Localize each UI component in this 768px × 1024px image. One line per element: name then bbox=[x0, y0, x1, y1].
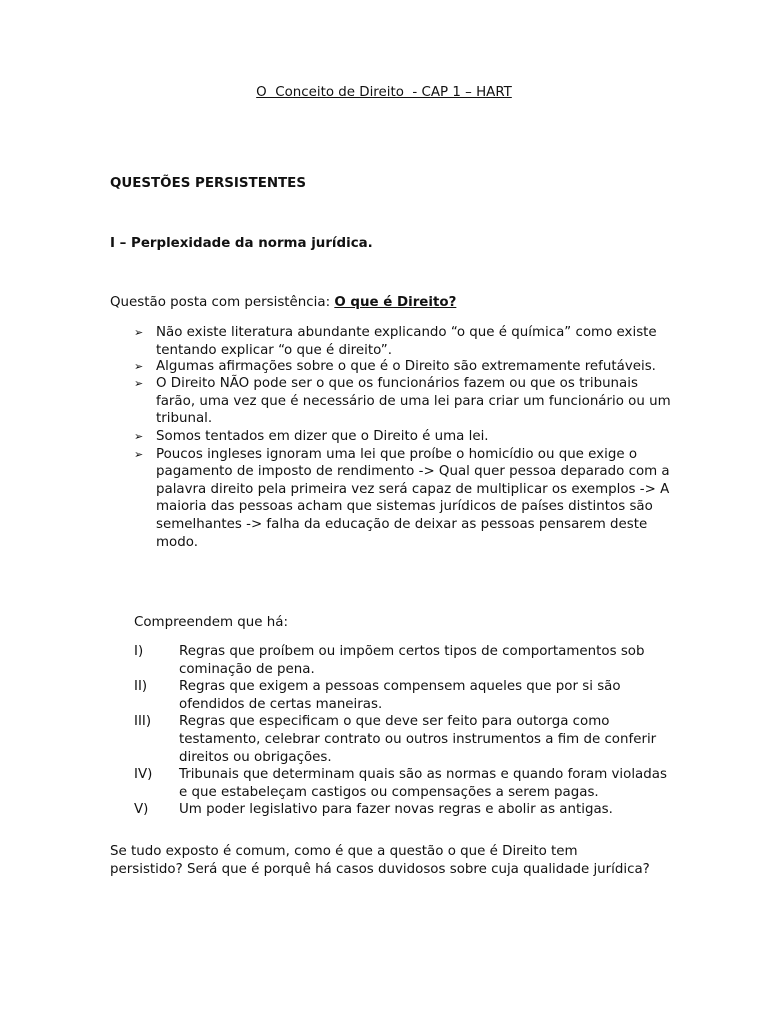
bullet-list bbox=[134, 324, 674, 551]
bullet-text: Algumas afirmações sobre o que é o Direito são extremamente refutáveis. bbox=[156, 359, 656, 375]
question-prefix: Questão posta com persistência: bbox=[110, 295, 335, 310]
arrow-bullet-icon: ➢ bbox=[134, 429, 144, 443]
arrow-bullet-icon: ➢ bbox=[134, 377, 144, 391]
list-item bbox=[134, 766, 674, 801]
roman-text: Um poder legislativo para fazer novas regras e abolir as antigas. bbox=[179, 802, 613, 818]
roman-text: Regras que especificam o que deve ser feito para outorga como testamento, celebrar contrato ou outros instrumentos a fim de conferir direitos ou obrigações. bbox=[179, 714, 657, 765]
bullet-text: O Direito NÃO pode ser o que os funcionários fazem ou que os tribunais farão, uma vez que é necessário de uma lei para criar um funcionário ou um tribunal. bbox=[156, 376, 671, 427]
list-item bbox=[134, 801, 674, 819]
list-item bbox=[134, 324, 674, 359]
roman-numeral: V) bbox=[134, 802, 149, 818]
bullet-text: Poucos ingleses ignoram uma lei que proíbe o homicídio ou que exige o pagamento de imposto de rendimento -> Qual quer pessoa deparado com a palavra direito pela primeira vez será capaz de multiplicar os exemplos -> A maioria das pessoas acham que sistemas jurídicos de países distintos são semelhantes -> falha da educação de deixar as pessoas pensarem deste modo. bbox=[156, 446, 670, 550]
roman-text: Regras que proíbem ou impõem certos tipos de comportamentos sob cominação de pena. bbox=[179, 644, 645, 677]
list-item bbox=[134, 428, 674, 446]
arrow-bullet-icon: ➢ bbox=[134, 447, 144, 461]
roman-numeral: IV) bbox=[134, 767, 153, 783]
question-line bbox=[110, 294, 456, 312]
question-highlight: O que é Direito? bbox=[334, 295, 457, 310]
list-item bbox=[134, 643, 674, 678]
closing-paragraph: Se tudo exposto é comum, como é que a questão o que é Direito tem persistido? Será que é porquê há casos duvidosos sobre cuja qualidade jurídica? bbox=[110, 844, 650, 877]
roman-list bbox=[134, 643, 674, 819]
list-item bbox=[134, 446, 674, 552]
bullet-text: Não existe literatura abundante explicando “o que é química” como existe tentando explicar “o que é direito”. bbox=[156, 325, 657, 358]
list-item bbox=[134, 678, 674, 713]
roman-text: Regras que exigem a pessoas compensem aqueles que por si são ofendidos de certas maneiras. bbox=[179, 679, 621, 712]
list-item bbox=[134, 375, 674, 428]
arrow-bullet-icon: ➢ bbox=[134, 326, 144, 339]
arrow-bullet-icon: ➢ bbox=[134, 360, 144, 374]
subheading: I – Perplexidade da norma jurídica. bbox=[110, 236, 373, 251]
list-item bbox=[134, 713, 674, 766]
intro-text: Compreendem que há: bbox=[134, 615, 288, 630]
roman-numeral: II) bbox=[134, 679, 148, 695]
roman-text: Tribunais que determinam quais são as normas e quando foram violadas e que estabeleçam castigos ou compensações a serem pagas. bbox=[179, 767, 667, 800]
roman-numeral: III) bbox=[134, 714, 152, 730]
document-title: O Conceito de Direito - CAP 1 – HART bbox=[256, 85, 512, 100]
list-item bbox=[134, 359, 674, 375]
roman-numeral: I) bbox=[134, 644, 144, 659]
section-heading: QUESTÕES PERSISTENTES bbox=[110, 176, 306, 191]
bullet-text: Somos tentados em dizer que o Direito é uma lei. bbox=[156, 428, 489, 444]
